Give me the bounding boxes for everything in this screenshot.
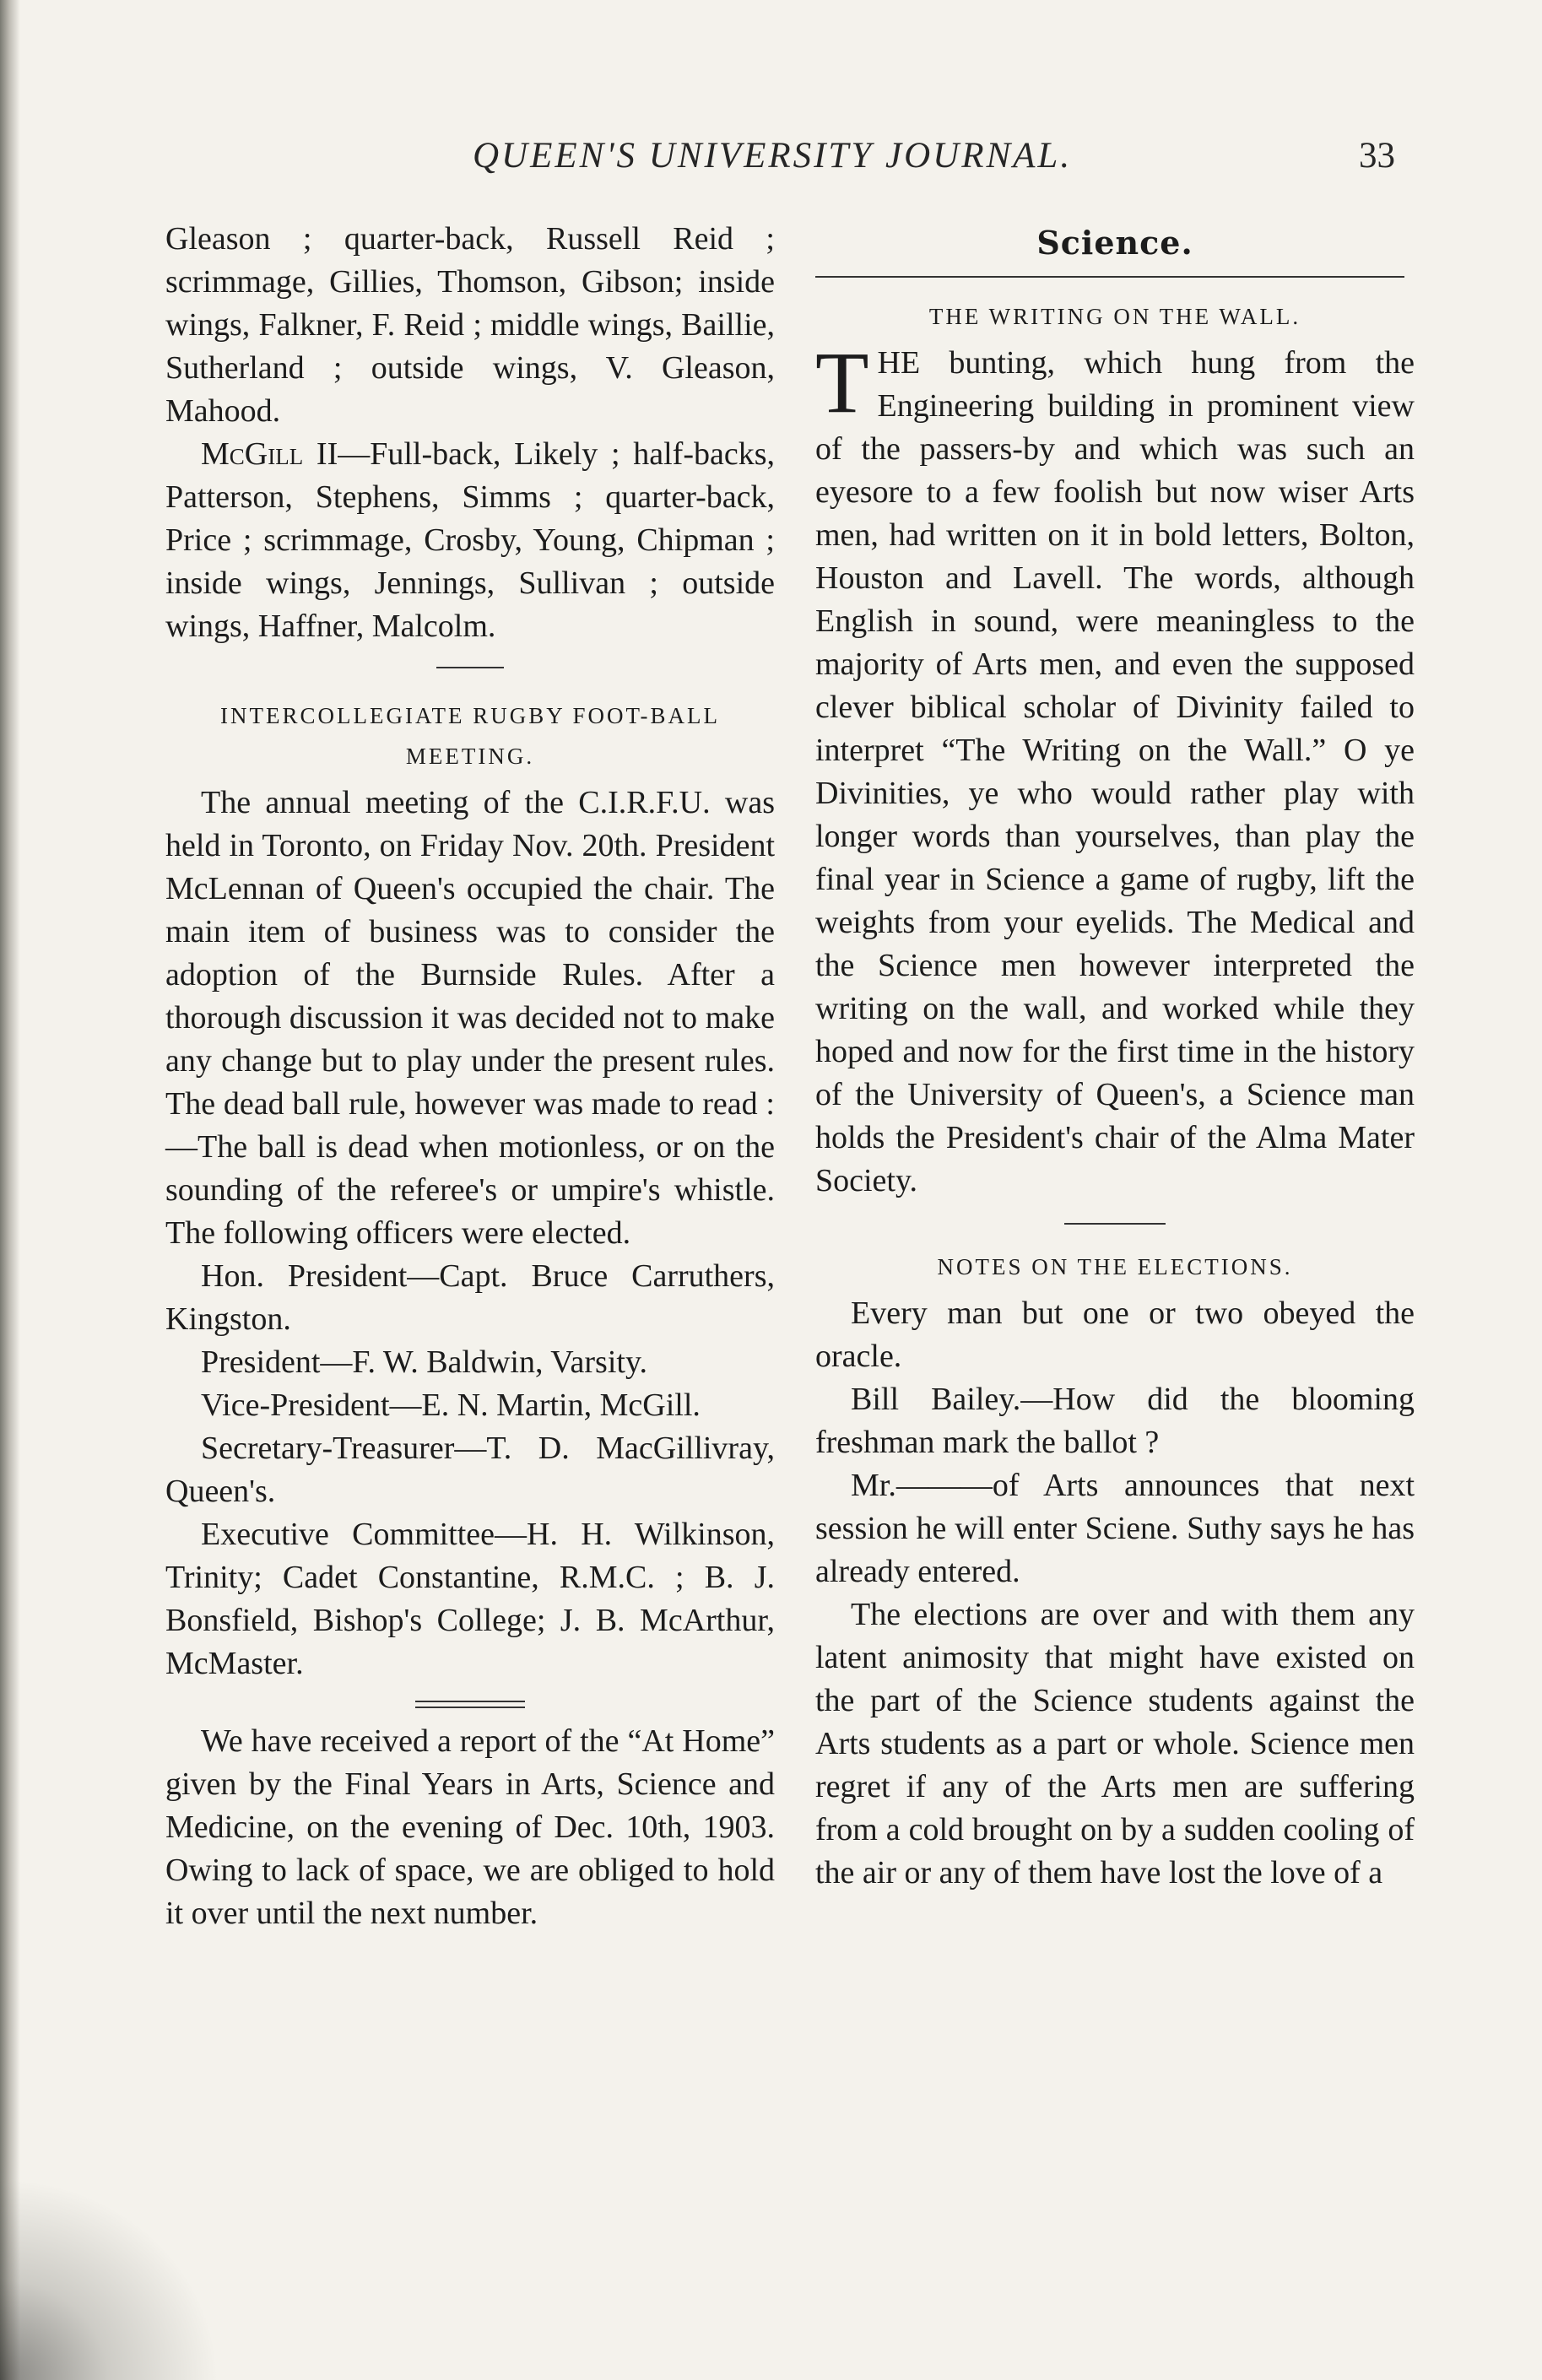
team-name: McGill [201, 436, 304, 472]
section-rule [815, 276, 1404, 278]
paragraph [815, 334, 1415, 1203]
double-divider [415, 1701, 525, 1708]
page-number: 33 [1359, 136, 1395, 176]
corner-shadow [0, 2177, 219, 2380]
paragraph: Gleason ; quarter-back, Russell Reid ; scrimmage, Gillies, Thomson, Gibson; inside wings, Falkner, F. Reid ; middle wings, Baillie, Sutherland ; outside wings, V. Gleason, Mahood. [165, 221, 775, 429]
paragraph: Mr.———of Arts announces that next session he will enter Sciene. Suthy says he has already entered. [815, 1468, 1415, 1589]
paragraph [165, 433, 775, 648]
divider [436, 667, 504, 668]
running-head: QUEEN'S UNIVERSITY JOURNAL. [473, 136, 1073, 176]
paragraph: Hon. President—Capt. Bruce Carruthers, Kingston. [165, 1258, 775, 1337]
paragraph: Secretary-Treasurer—T. D. MacGillivray, Queen's. [165, 1431, 775, 1509]
binding-shadow [0, 0, 20, 2380]
left-column [165, 218, 775, 1935]
divider [1064, 1223, 1166, 1225]
paragraph-text: II—Full-back, Likely ; half-backs, Patterson, Stephens, Simms ; quarter-back, Price ; scrimmage, Crosby, Young, Chipman ; inside wings, Jennings, Sullivan ; outside wings, Haffner, Malcolm. [165, 436, 775, 644]
paragraph: The elections are over and with them any latent animosity that might have existed on the part of the Science students against the Arts students as a part or whole. Science men regret if any of the Arts men are suffering from a cold brought on by a sudden cooling of the air or any of them have lost the love of a [815, 1597, 1415, 1890]
paragraph: The annual meeting of the C.I.R.F.U. was held in Toronto, on Friday Nov. 20th. President McLennan of Queen's occupied the chair. The main item of business was to consider the adoption of the Burnside Rules. After a thorough discussion it was decided not to make any change but to play under the present rules. The dead ball rule, however was made to read :—The ball is dead when motionless, or on the sounding of the referee's or umpire's whistle. The following officers were elected. [165, 785, 775, 1251]
article-heading: THE WRITING ON THE WALL. [928, 304, 1301, 329]
article-heading: NOTES ON THE ELECTIONS. [937, 1254, 1293, 1279]
drop-cap: T [815, 334, 869, 431]
paragraph: Vice-President—E. N. Martin, McGill. [201, 1387, 701, 1423]
section-title: Science. [1036, 224, 1193, 262]
right-column [815, 218, 1415, 1895]
paragraph: Every man but one or two obeyed the oracle. [815, 1295, 1415, 1374]
paragraph-text: HE bunting, which hung from the Engineering building in prominent view of the passers-by and which was such an eyesore to a few foolish but now wiser Arts men, had written on it in bold letters, Bolton, Houston and Lavell. The words, although English in sound, were meaningless to the majority of Arts men, and even the supposed clever biblical scholar of Divinity failed to interpret “The Writing on the Wall.” O ye Divinities, ye who would rather play with longer words than yourselves, than play the final year in Science a game of rugby, lift the weights from your eyelids. The Medical and the Science men however interpreted the writing on the wall, and worked while they hoped and now for the first time in the history of the University of Queen's, a Science man holds the President's chair of the Alma Mater Society. [815, 345, 1415, 1198]
article-heading: INTERCOLLEGIATE RUGBY FOOT-BALL MEETING. [220, 703, 720, 769]
paragraph: Bill Bailey.—How did the blooming freshman mark the ballot ? [815, 1382, 1415, 1460]
paragraph: President—F. W. Baldwin, Varsity. [201, 1344, 647, 1380]
paragraph: Executive Committee—H. H. Wilkinson, Trinity; Cadet Constantine, R.M.C. ; B. J. Bonsfield, Bishop's College; J. B. McArthur, McMaster. [165, 1517, 775, 1681]
paragraph: We have received a report of the “At Home” given by the Final Years in Arts, Science and Medicine, on the evening of Dec. 10th, 1903. Owing to lack of space, we are obliged to hold it over until the next number. [165, 1723, 775, 1931]
